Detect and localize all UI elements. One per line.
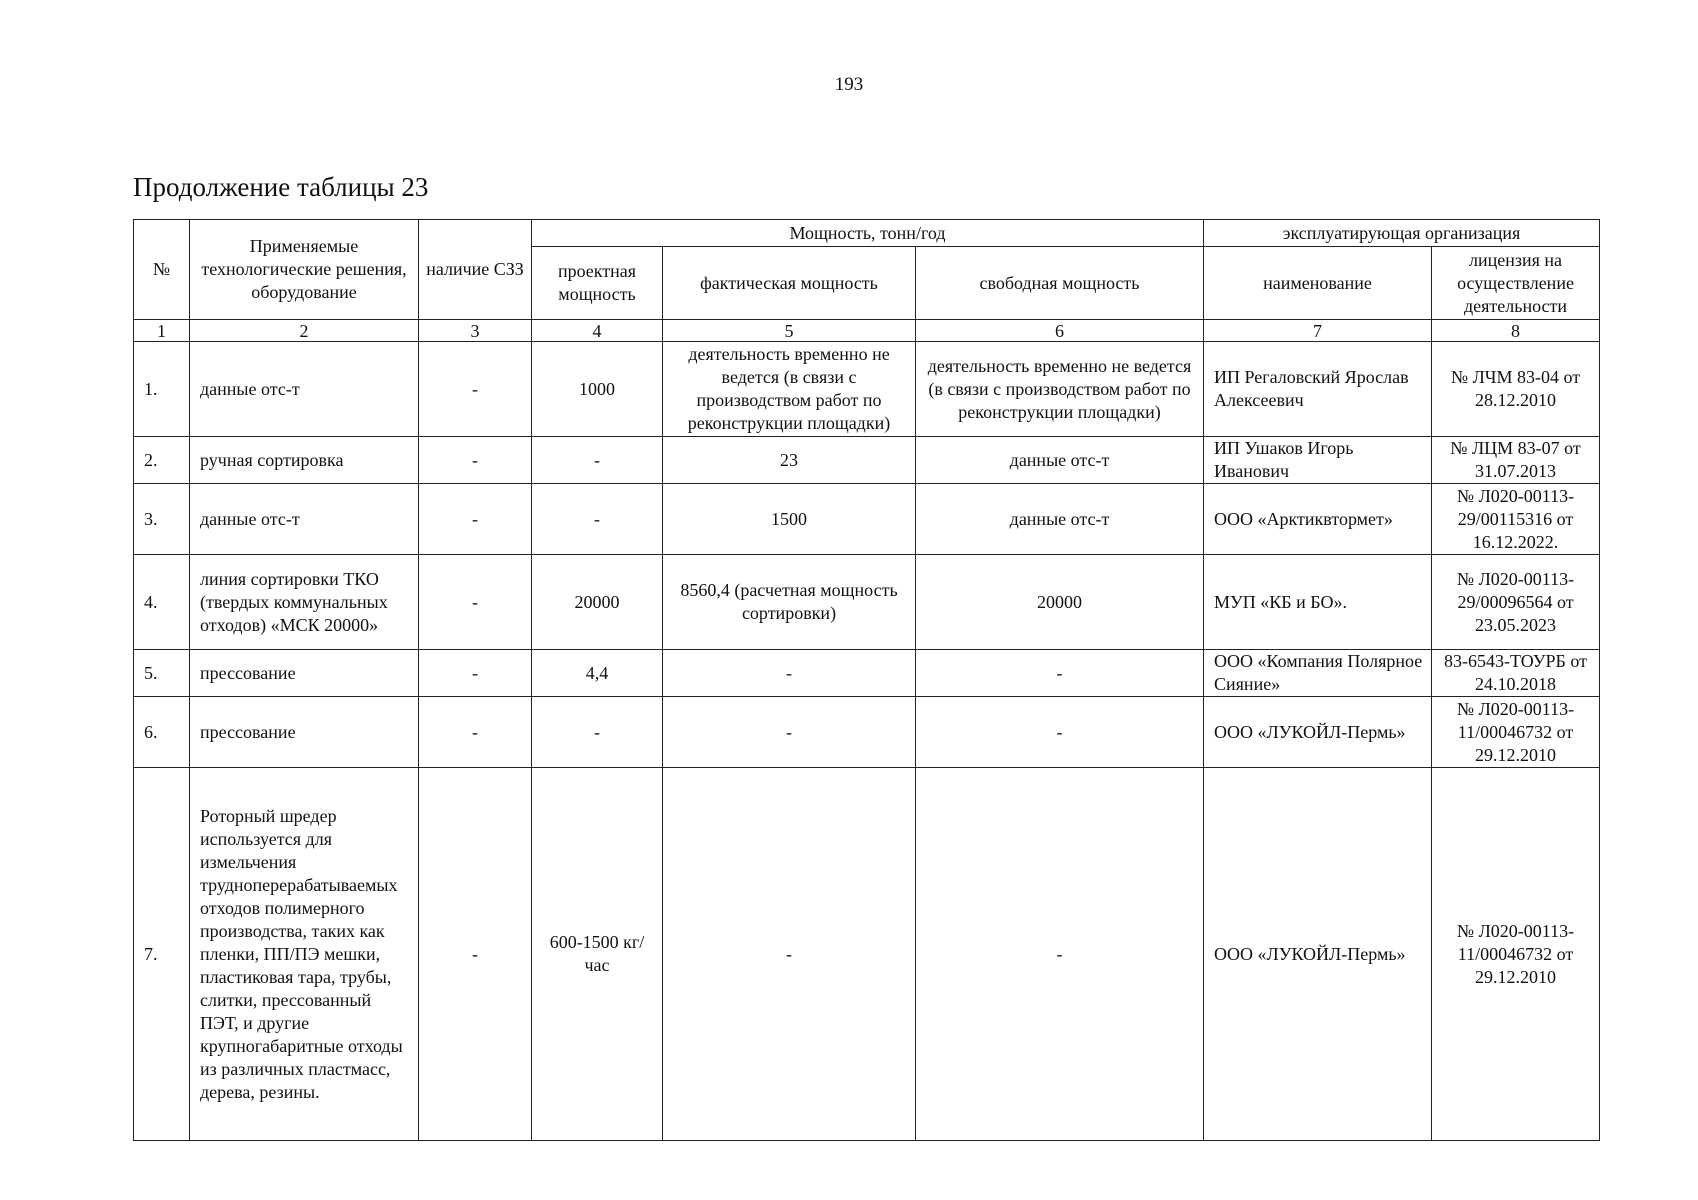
table-row — [134, 650, 1600, 697]
row-free-capacity: деятельность временно не ведется (в связи с производством работ по реконструкции площадки) — [916, 342, 1204, 437]
data-table — [133, 219, 1600, 1141]
row-free-capacity: - — [916, 650, 1204, 697]
table-row — [134, 768, 1600, 1141]
row-actual-capacity: 1500 — [663, 484, 916, 555]
row-actual-capacity: - — [663, 697, 916, 768]
column-number: 1 — [134, 320, 190, 342]
row-license: № Л020-00113-29/00096564 от 23.05.2023 — [1432, 555, 1600, 650]
row-org-name: ИП Ушаков Игорь Иванович — [1204, 437, 1432, 484]
row-license: № Л020-00113-11/00046732 от 29.12.2010 — [1432, 768, 1600, 1141]
row-license: № ЛЦМ 83-07 от 31.07.2013 — [1432, 437, 1600, 484]
row-szz: - — [419, 650, 532, 697]
row-free-capacity: - — [916, 768, 1204, 1141]
row-design-capacity: - — [532, 437, 663, 484]
row-solution: Роторный шредер используется для измельчения трудноперерабатываемых отходов полимерного производства, таких как пленки, ПП/ПЭ мешки, пластиковая тара, трубы, слитки, прессованный ПЭТ, и другие крупногабаритные отходы из различных пластмасс, дерева, резины. — [190, 768, 419, 1141]
row-actual-capacity: 8560,4 (расчетная мощность сортировки) — [663, 555, 916, 650]
row-design-capacity: 4,4 — [532, 650, 663, 697]
row-szz: - — [419, 484, 532, 555]
row-org-name: МУП «КБ и БО». — [1204, 555, 1432, 650]
row-number: 7. — [134, 768, 190, 1141]
row-design-capacity: 600-1500 кг/час — [532, 768, 663, 1141]
row-number: 5. — [134, 650, 190, 697]
row-org-name: ООО «Компания Полярное Сияние» — [1204, 650, 1432, 697]
row-szz: - — [419, 342, 532, 437]
header-org-name: наименование — [1204, 247, 1432, 320]
row-design-capacity: 20000 — [532, 555, 663, 650]
row-free-capacity: данные отс-т — [916, 484, 1204, 555]
row-actual-capacity: - — [663, 650, 916, 697]
row-license: № ЛЧМ 83-04 от 28.12.2010 — [1432, 342, 1600, 437]
row-number: 6. — [134, 697, 190, 768]
row-license: 83-6543-ТОУРБ от 24.10.2018 — [1432, 650, 1600, 697]
row-license: № Л020-00113-11/00046732 от 29.12.2010 — [1432, 697, 1600, 768]
row-solution: прессование — [190, 650, 419, 697]
row-org-name: ООО «ЛУКОЙЛ-Пермь» — [1204, 768, 1432, 1141]
header-actual-capacity: фактическая мощность — [663, 247, 916, 320]
column-number: 8 — [1432, 320, 1600, 342]
table-row — [134, 342, 1600, 437]
row-solution: линия сортировки ТКО (твердых коммунальных отходов) «МСК 20000» — [190, 555, 419, 650]
row-solution: ручная сортировка — [190, 437, 419, 484]
row-design-capacity: 1000 — [532, 342, 663, 437]
row-design-capacity: - — [532, 697, 663, 768]
header-solutions: Применяемые технологические решения, оборудование — [190, 220, 419, 320]
row-szz: - — [419, 437, 532, 484]
row-number: 1. — [134, 342, 190, 437]
row-solution: данные отс-т — [190, 342, 419, 437]
header-szz: наличие СЗЗ — [419, 220, 532, 320]
column-number: 6 — [916, 320, 1204, 342]
column-number: 5 — [663, 320, 916, 342]
row-number: 2. — [134, 437, 190, 484]
page-number: 193 — [834, 74, 864, 95]
row-actual-capacity: 23 — [663, 437, 916, 484]
row-org-name: ИП Регаловский Ярослав Алексеевич — [1204, 342, 1432, 437]
row-number: 4. — [134, 555, 190, 650]
column-number: 2 — [190, 320, 419, 342]
row-szz: - — [419, 555, 532, 650]
header-capacity-group: Мощность, тонн/год — [532, 220, 1204, 247]
table-caption: Продолжение таблицы 23 — [133, 172, 429, 202]
row-solution: данные отс-т — [190, 484, 419, 555]
row-solution: прессование — [190, 697, 419, 768]
row-org-name: ООО «ЛУКОЙЛ-Пермь» — [1204, 697, 1432, 768]
row-free-capacity: 20000 — [916, 555, 1204, 650]
row-free-capacity: данные отс-т — [916, 437, 1204, 484]
row-actual-capacity: деятельность временно не ведется (в связи с производством работ по реконструкции площадки) — [663, 342, 916, 437]
row-license: № Л020-00113-29/00115316 от 16.12.2022. — [1432, 484, 1600, 555]
column-numbers-row — [134, 320, 1600, 342]
header-license: лицензия на осуществление деятельности — [1432, 247, 1600, 320]
row-design-capacity: - — [532, 484, 663, 555]
header-design-capacity: проектная мощность — [532, 247, 663, 320]
column-number: 4 — [532, 320, 663, 342]
column-number: 3 — [419, 320, 532, 342]
header-num: № — [134, 220, 190, 320]
table-row — [134, 484, 1600, 555]
row-org-name: ООО «Арктиквтормет» — [1204, 484, 1432, 555]
column-number: 7 — [1204, 320, 1432, 342]
row-number: 3. — [134, 484, 190, 555]
header-free-capacity: свободная мощность — [916, 247, 1204, 320]
table-row — [134, 697, 1600, 768]
row-szz: - — [419, 768, 532, 1141]
row-szz: - — [419, 697, 532, 768]
table-row — [134, 555, 1600, 650]
row-actual-capacity: - — [663, 768, 916, 1141]
row-free-capacity: - — [916, 697, 1204, 768]
table-row — [134, 437, 1600, 484]
header-org-group: эксплуатирующая организация — [1204, 220, 1600, 247]
